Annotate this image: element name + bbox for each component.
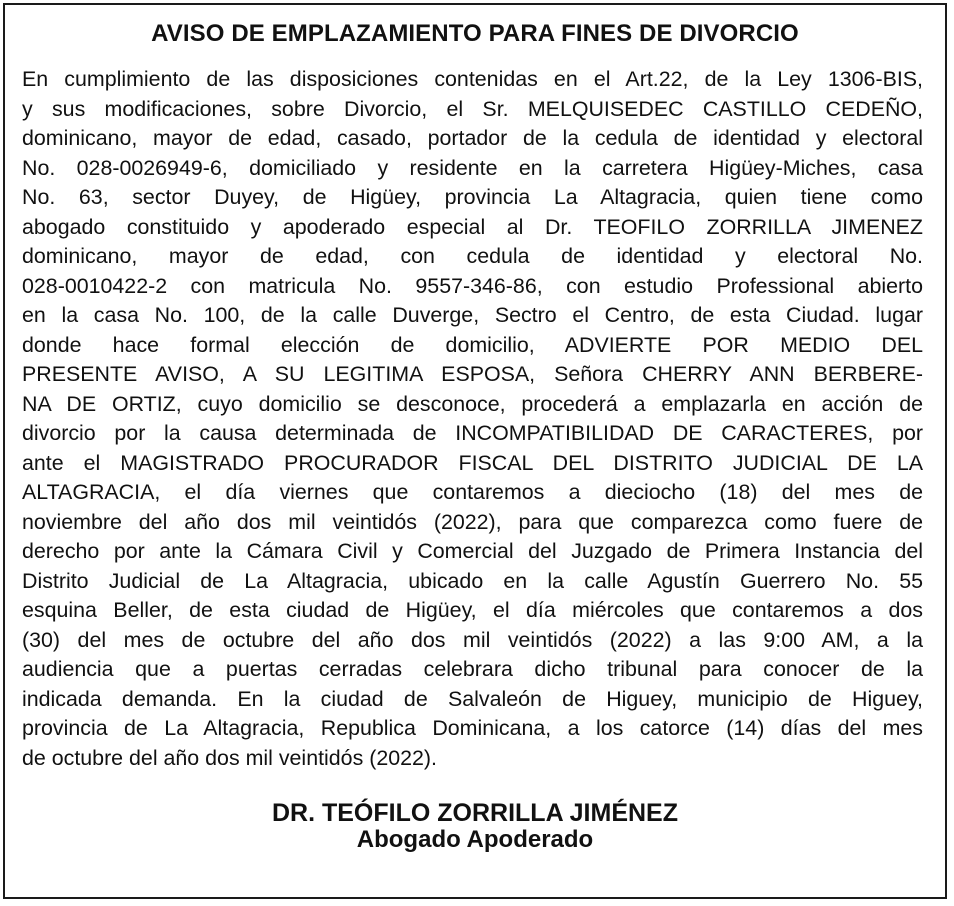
body-line: dominicano, mayor de edad, casado, portador de la cedula de identidad y electoral (22, 126, 923, 150)
body-line: en la casa No. 100, de la calle Duverge, Sectro el Centro, de esta Ciudad. lugar (22, 303, 923, 327)
body-line: NA DE ORTIZ, cuyo domicilio se desconoce, procederá a emplazarla en acción de (22, 391, 923, 416)
body-line: indicada demanda. En la ciudad de Salvaleón de Higuey, municipio de Higuey, (22, 686, 923, 711)
body-line: Distrito Judicial de La Altagracia, ubicado en la calle Agustín Guerrero No. 55 (22, 568, 923, 593)
signature-block (5, 800, 945, 853)
body-line: En cumplimiento de las disposiciones contenidas en el Art.22, de la Ley 1306-BIS, (22, 67, 923, 91)
notice-title: AVISO DE EMPLAZAMIENTO PARA FINES DE DIVORCIO (151, 20, 799, 47)
body-line: 028-0010422-2 con matricula No. 9557-346-86, con estudio Professional abierto (22, 273, 923, 298)
body-line: donde hace formal elección de domicilio, ADVIERTE POR MEDIO DEL (22, 332, 923, 357)
legal-notice (3, 3, 947, 899)
body-line: derecho por ante la Cámara Civil y Comercial del Juzgado de Primera Instancia del (22, 539, 923, 563)
body-line: ante el MAGISTRADO PROCURADOR FISCAL DEL DISTRITO JUDICIAL DE LA (22, 450, 923, 475)
body-line: ALTAGRACIA, el día viernes que contaremos a dieciocho (18) del mes de (22, 480, 923, 504)
body-line: y sus modificaciones, sobre Divorcio, el Sr. MELQUISEDEC CASTILLO CEDEÑO, (22, 96, 923, 121)
body-line: No. 028-0026949-6, domiciliado y residente en la carretera Higüey-Miches, casa (22, 155, 923, 180)
body-line: divorcio por la causa determinada de INCOMPATIBILIDAD DE CARACTERES, por (22, 421, 923, 445)
body-line: No. 63, sector Duyey, de Higüey, provincia La Altagracia, quien tiene como (22, 185, 923, 209)
body-line: noviembre del año dos mil veintidós (2022), para que comparezca como fuere de (22, 509, 923, 534)
signatory-name: DR. TEÓFILO ZORRILLA JIMÉNEZ (271, 799, 678, 827)
body-line: audiencia que a puertas cerradas celebrara dicho tribunal para conocer de la (22, 657, 923, 681)
body-line: abogado constituido y apoderado especial al Dr. TEOFILO ZORRILLA JIMENEZ (22, 214, 923, 239)
body-line: de octubre del año dos mil veintidós (2022). (22, 745, 437, 770)
body-line: (30) del mes de octubre del año dos mil veintidós (2022) a las 9:00 AM, a la (22, 627, 923, 652)
body-line: dominicano, mayor de edad, con cedula de identidad y electoral No. (22, 244, 923, 268)
signatory-role: Abogado Apoderado (356, 826, 594, 853)
notice-body (22, 65, 923, 773)
body-line: esquina Beller, de esta ciudad de Higüey, el día miércoles que contaremos a dos (22, 598, 923, 622)
body-line: provincia de La Altagracia, Republica Dominicana, a los catorce (14) días del mes (22, 716, 923, 740)
body-line: PRESENTE AVISO, A SU LEGITIMA ESPOSA, Señora CHERRY ANN BERBERE- (22, 362, 923, 386)
